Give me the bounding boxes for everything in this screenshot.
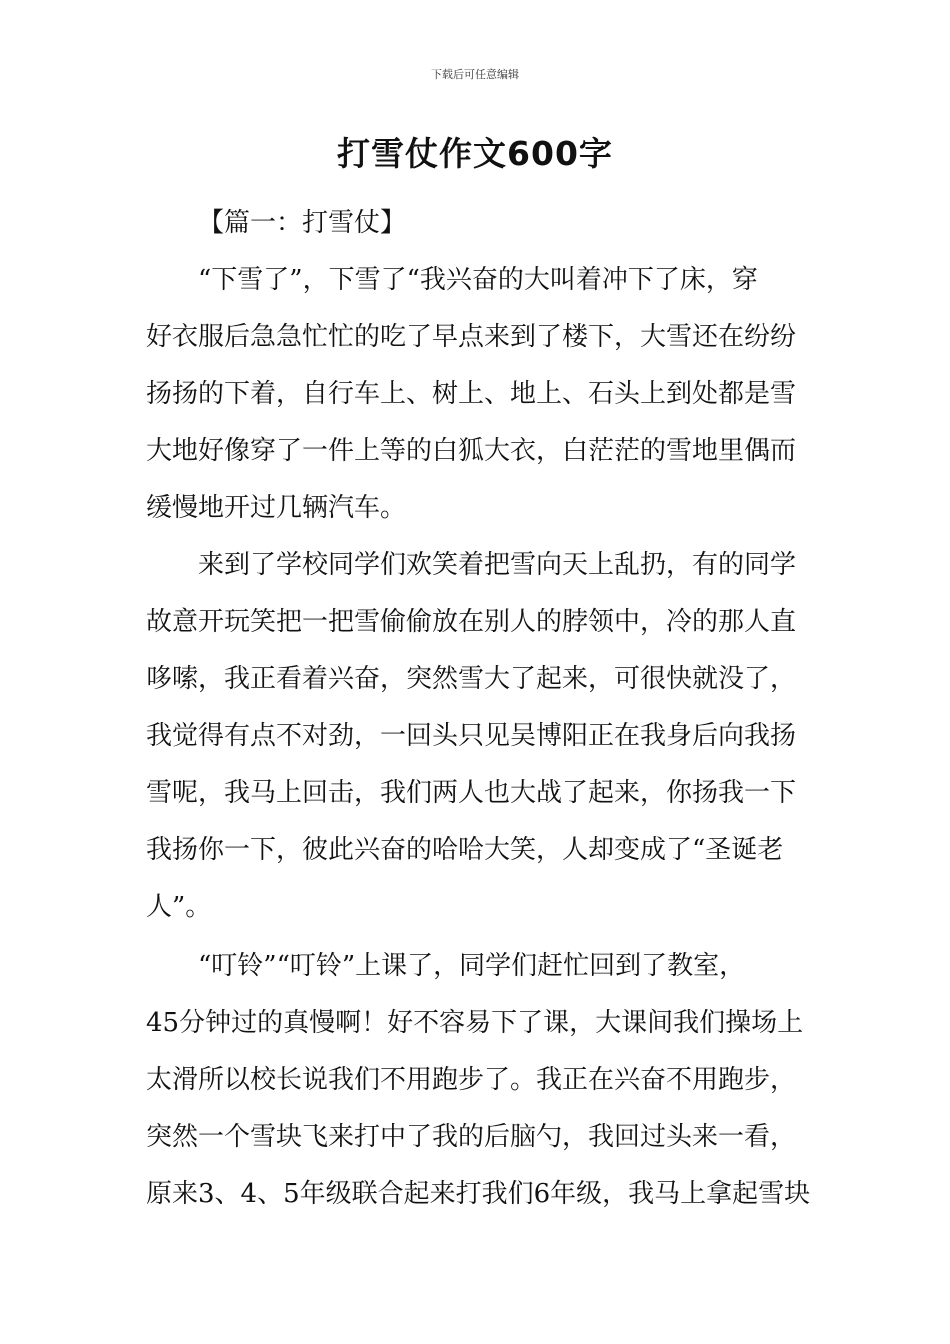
text-line: 好衣服后急急忙忙的吃了早点来到了楼下，大雪还在纷纷: [146, 322, 797, 352]
page-title: 打雪仗作文600字: [337, 134, 613, 173]
text-line: 缓慢地开过几辆汽车。: [146, 493, 407, 523]
text-line: “叮铃”“叮铃”上课了，同学们赶忙回到了教室，: [198, 951, 746, 981]
text-line: 人”。: [146, 892, 212, 922]
text-line: 太滑所以校长说我们不用跑步了。我正在兴奋不用跑步，: [146, 1065, 797, 1095]
text-line: 来到了学校同学们欢笑着把雪向天上乱扔，有的同学: [198, 550, 797, 580]
text-line: 突然一个雪块飞来打中了我的后脑勺，我回过头来一看，: [146, 1122, 797, 1152]
text-line: 雪呢，我马上回击，我们两人也大战了起来，你扬我一下: [146, 778, 797, 808]
section-heading: 【篇一：打雪仗】: [198, 208, 407, 238]
text-line: 哆嗦，我正看着兴奋，突然雪大了起来，可很快就没了，: [146, 664, 797, 694]
text-line: 大地好像穿了一件上等的白狐大衣，白茫茫的雪地里偶而: [146, 436, 797, 466]
text-line: 我觉得有点不对劲，一回头只见吴博阳正在我身后向我扬: [146, 721, 797, 751]
text-line: 我扬你一下，彼此兴奋的哈哈大笑，人却变成了“圣诞老: [146, 835, 784, 865]
text-line: “下雪了”，下雪了“我兴奋的大叫着冲下了床，穿: [198, 265, 758, 295]
text-line: 故意开玩笑把一把雪偷偷放在别人的脖领中，冷的那人直: [146, 607, 797, 637]
text-line: 45分钟过的真慢啊！好不容易下了课，大课间我们操场上: [146, 1008, 804, 1038]
text-line: 扬扬的下着，自行车上、树上、地上、石头上到处都是雪: [146, 379, 797, 409]
text-line: 原来3、4、5年级联合起来打我们6年级，我马上拿起雪块: [146, 1179, 811, 1209]
header-note: 下载后可任意编辑: [431, 68, 519, 81]
